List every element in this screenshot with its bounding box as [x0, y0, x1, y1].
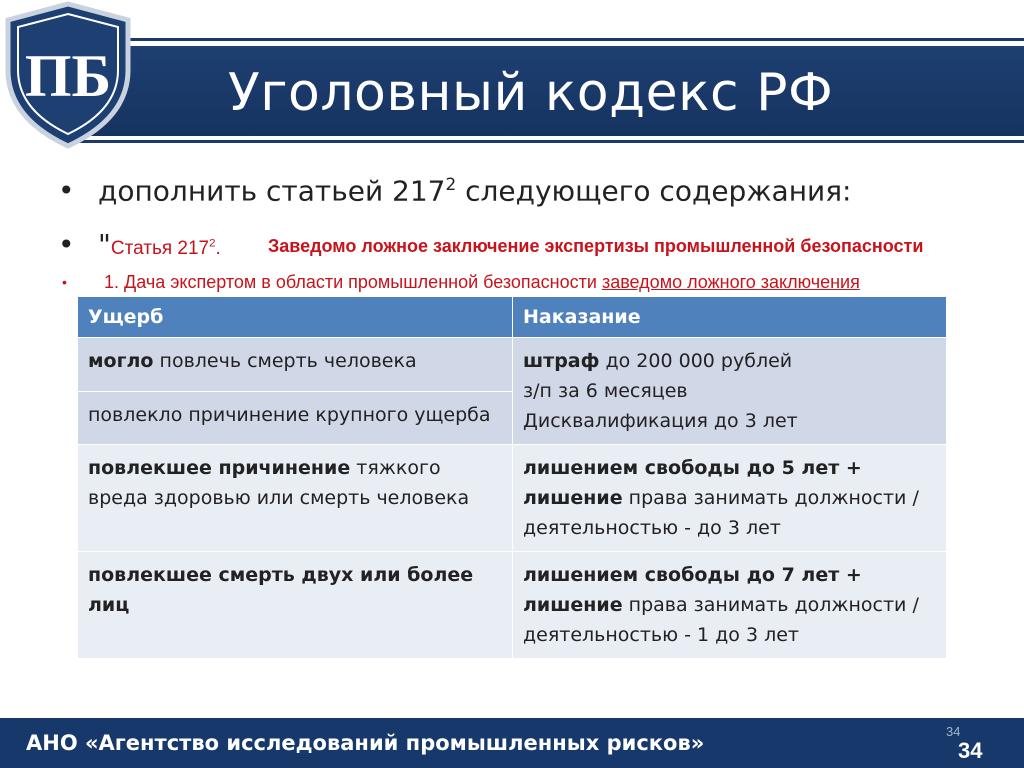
- clause-underlined: заведомо ложного заключения: [601, 272, 860, 292]
- bullet-text-rest: следующего содержания:: [456, 174, 852, 208]
- footer-organization: АНО «Агентство исследований промышленных рисков»: [26, 731, 705, 755]
- penalty-cell: лишением свободы до 5 лет + лишение права занимать должности / деятельностью - до 3 лет: [513, 445, 947, 552]
- slide-number-placeholder: 34: [946, 724, 961, 739]
- column-header-damage: Ущерб: [78, 297, 513, 338]
- bullet-dot: •: [62, 274, 67, 290]
- penalty-table: [77, 296, 947, 659]
- table-row: [78, 445, 947, 552]
- damage-cell: повлекло причинение крупного ущерба: [78, 391, 513, 445]
- open-quote: ": [98, 228, 111, 261]
- shield-logo-icon: [0, 0, 136, 150]
- table-header-row: [78, 297, 947, 338]
- header-top-line: [70, 38, 1024, 41]
- clause-text: 1. Дача экспертом в области промышленной безопасности: [104, 272, 602, 292]
- bullet-text: дополнить статьей 217: [98, 174, 446, 208]
- page-title: Уголовный кодекс РФ: [228, 63, 834, 123]
- bullet-dot: •: [58, 174, 75, 207]
- penalty-cell: штраф до 200 000 рублей з/п за 6 месяцев Дисквалификация до 3 лет: [513, 338, 947, 445]
- damage-cell: повлекшее смерть двух или более лиц: [78, 552, 513, 659]
- header-bottom-line: [70, 140, 1024, 143]
- damage-cell: могло повлечь смерть человека: [78, 338, 513, 392]
- table-row: [78, 338, 947, 392]
- article-number: Статья $217^2$.: [110, 237, 221, 259]
- slide-number: 34: [958, 738, 983, 763]
- column-header-penalty: Наказание: [513, 297, 947, 338]
- logo-text: ПБ: [24, 43, 112, 109]
- table-row: [78, 552, 947, 659]
- article-title: Заведомо ложное заключение экспертизы промышленной безопасности: [268, 236, 924, 256]
- bullet-superscript: 2: [445, 174, 457, 194]
- bullet-dot: •: [58, 228, 75, 261]
- damage-cell: повлекшее причинение тяжкого вреда здоровью или смерть человека: [78, 445, 513, 552]
- penalty-cell: лишением свободы до 7 лет + лишение права занимать должности / деятельностью - 1 до 3 лет: [513, 552, 947, 659]
